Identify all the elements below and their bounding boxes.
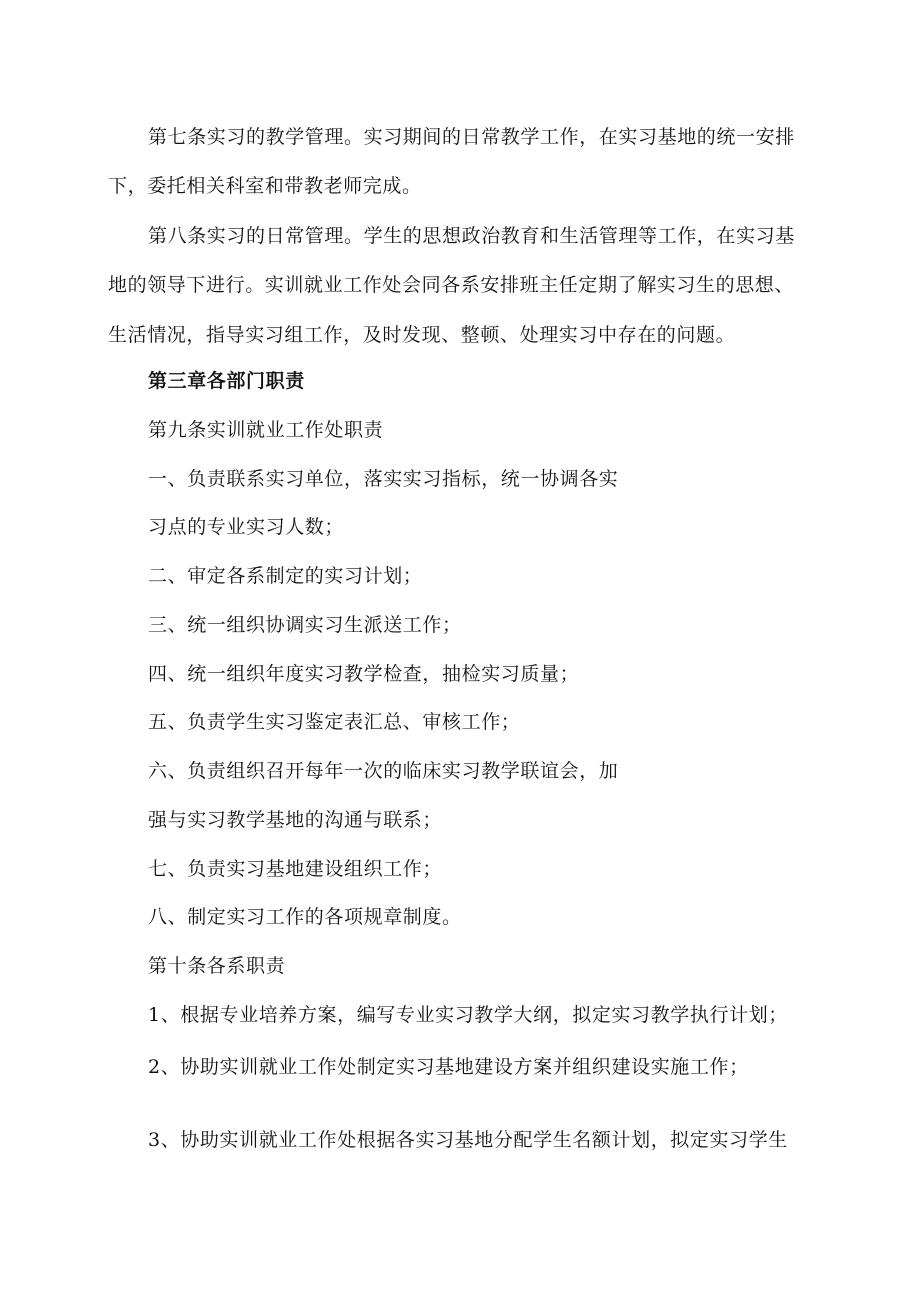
article-9-item-6-line-1: 六、负责组织召开每年一次的临床实习教学联谊会，加 <box>148 760 619 782</box>
article-9-item-4: 四、统一组织年度实习教学检查，抽检实习质量； <box>148 663 580 685</box>
article-7-line-1: 第七条实习的教学管理。实习期间的日常教学工作，在实习基地的统一安排 <box>148 126 795 148</box>
article-9-title: 第九条实训就业工作处职责 <box>148 419 384 441</box>
article-10-item-1: 1、根据专业培养方案，编写专业实习教学大纲，拟定实习教学执行计划； <box>148 1004 788 1026</box>
article-8-line-3: 生活情况，指导实习组工作，及时发现、整顿、处理实习中存在的问题。 <box>108 324 736 346</box>
article-9-item-7: 七、负责实习基地建设组织工作； <box>148 858 443 880</box>
article-9-item-8: 八、制定实习工作的各项规章制度。 <box>148 906 462 928</box>
chapter-3-heading: 第三章各部门职责 <box>148 370 305 392</box>
article-10-item-2: 2、协助实训就业工作处制定实习基地建设方案并组织建设实施工作； <box>148 1056 749 1078</box>
article-9-item-1-line-2: 习点的专业实习人数； <box>148 516 345 538</box>
article-9-item-1-line-1: 一、负责联系实习单位，落实实习指标，统一协调各实 <box>148 468 619 490</box>
article-9-item-6-line-2: 强与实习教学基地的沟通与联系； <box>148 809 443 831</box>
article-9-item-5: 五、负责学生实习鉴定表汇总、审核工作； <box>148 711 521 733</box>
article-10-item-3: 3、协助实训就业工作处根据各实习基地分配学生名额计划，拟定实习学生 <box>148 1129 788 1151</box>
article-9-item-3: 三、统一组织协调实习生派送工作； <box>148 614 462 636</box>
article-8-line-1: 第八条实习的日常管理。学生的思想政治教育和生活管理等工作，在实习基 <box>148 225 795 247</box>
article-9-item-2: 二、审定各系制定的实习计划； <box>148 565 423 587</box>
article-7-line-2: 下，委托相关科室和带教老师完成。 <box>108 175 422 197</box>
article-10-title: 第十条各系职责 <box>148 955 286 977</box>
article-8-line-2: 地的领导下进行。实训就业工作处会同各系安排班主任定期了解实习生的思想、 <box>108 274 795 296</box>
